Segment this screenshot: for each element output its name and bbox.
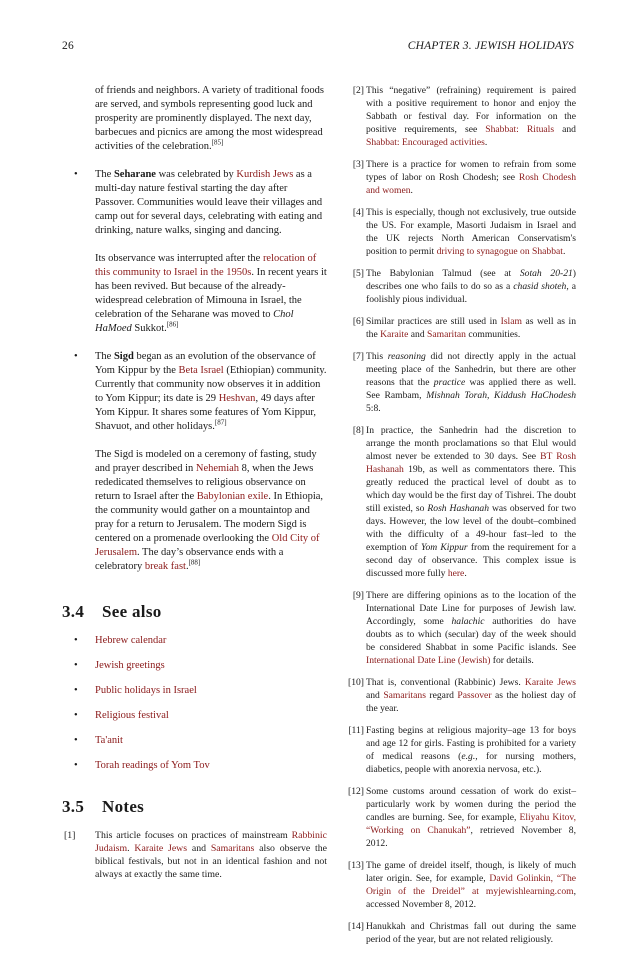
- link-karaite[interactable]: Karaite: [380, 329, 409, 340]
- italic-text: Sotah 20-21: [519, 268, 573, 279]
- text: ) describes one who fails to do so as a: [366, 268, 576, 292]
- list-item-seharane: [62, 168, 327, 238]
- text: as a multi-day nature festival starting the day after Passover. Communities would leave their villages and camp out for several days, celebrating with eating and drinking, nature walks, singing and dancing.: [95, 169, 323, 236]
- list-item: [62, 759, 327, 773]
- text: as well as in the: [366, 316, 576, 340]
- text: The: [95, 169, 114, 180]
- link-relocation[interactable]: relocation of this community to Israel in the 1950s: [95, 253, 317, 278]
- text: . In Ethiopia, the community would gather on a mountaintop and pray for a return to Jerusalem. The modern Sigd is centered on a promenade overlooking the: [95, 491, 324, 544]
- section-number: 3.5: [62, 797, 85, 816]
- note-number: [9]: [352, 590, 364, 601]
- chol-hamoed: Chol HaMoed: [95, 309, 294, 334]
- text: . The day’s observance ends with a celebratory: [95, 547, 284, 572]
- text: was observed for two days. However, the low level of the doubt–combined with the difficulty of a 49-hour fast–led to the exemption of: [366, 503, 577, 553]
- text: Sukkot.: [131, 323, 167, 334]
- note-number: [7]: [352, 351, 364, 362]
- text: There are differing opinions as to the location of the International Date Line for purposes of Jewish law. Accordingly, some: [366, 590, 576, 627]
- bullet-icon: •: [74, 710, 78, 721]
- text: also observe the biblical festivals, but not in an identical fashion and not always at exactly the same time.: [95, 843, 328, 880]
- link-kurdish-jews[interactable]: Kurdish Jews: [236, 169, 294, 180]
- link-bt-rosh-hashanah[interactable]: BT Rosh Hashanah: [366, 451, 576, 475]
- text: Its observance was interrupted after the: [95, 253, 263, 264]
- link-torah-readings[interactable]: Torah readings of Yom Tov: [95, 760, 210, 771]
- ref-87[interactable]: [87]: [214, 418, 227, 427]
- text: began as an evolution of the observance of Yom Kippur by the: [95, 351, 316, 376]
- link-hebrew-calendar[interactable]: Hebrew calendar: [95, 635, 167, 646]
- note-12: [336, 785, 576, 850]
- note-13: [336, 859, 576, 911]
- ref-88[interactable]: [88]: [188, 558, 201, 567]
- text: and: [366, 690, 384, 701]
- text: and: [187, 843, 211, 854]
- note-1: [62, 829, 327, 881]
- link-jewish-greetings[interactable]: Jewish greetings: [95, 660, 165, 671]
- text: did not directly apply in the actual meeting place of the Sanhedrin, but there are other reasons that the: [366, 351, 576, 388]
- note-2: [336, 84, 576, 149]
- section-title: Notes: [102, 797, 145, 816]
- text: for nursing mothers, diabetics, people with anorexia nervosa, etc.).: [366, 751, 576, 775]
- bullet-icon: •: [74, 660, 78, 671]
- list-item: [62, 709, 327, 723]
- text: Similar practices are still used in: [366, 316, 501, 327]
- text: authorities do have doubts as to which (secular) day of the week should be considered Shabbat in some Pacific islands. See: [366, 616, 576, 653]
- link-karaite-jews[interactable]: Karaite Jews: [524, 677, 576, 688]
- intro-paragraph: [95, 84, 327, 154]
- link-samaritans[interactable]: Samaritans: [210, 843, 255, 854]
- italic-text: Mishnah Torah, Kiddush HaChodesh: [426, 390, 577, 401]
- italic-text: reasoning: [387, 351, 426, 362]
- link-golinkin-dreidel[interactable]: David Golinkin, “The Origin of the Dreidel” at myjewishlearning.com: [366, 873, 576, 897]
- list-item-sigd: [62, 350, 327, 434]
- section-heading-notes: [62, 797, 327, 817]
- text: Some customs around cessation of work do exist–particularly work by women during the period the candles are burning. See, for example,: [366, 786, 576, 823]
- text: and: [408, 329, 428, 340]
- link-babylonian-exile[interactable]: Babylonian exile: [196, 491, 269, 502]
- chapter-header: CHAPTER 3. JEWISH HOLIDAYS: [407, 40, 574, 52]
- italic-text: e.g.,: [461, 751, 478, 762]
- text: Hanukkah and Christmas fall out during the same period of the year, but are not related religiously.: [366, 921, 576, 945]
- text: regard: [425, 690, 458, 701]
- text: was celebrated by: [155, 169, 237, 180]
- text: There is a practice for women to refrain from some types of labor on Rosh Chodesh; see: [366, 159, 576, 183]
- italic-text: halachic: [451, 616, 485, 627]
- note-5: [336, 267, 576, 306]
- note-number: [4]: [352, 207, 364, 218]
- text: communities.: [465, 329, 521, 340]
- note-number: [12]: [348, 786, 364, 797]
- note-11: [336, 724, 576, 776]
- note-number: [10]: [348, 677, 364, 688]
- note-8: [336, 424, 576, 580]
- text: as the holiest day of the year.: [366, 690, 576, 714]
- text: , a foolishly pious individual.: [366, 281, 576, 305]
- section-heading-see-also: [62, 602, 327, 622]
- text: Fasting begins at religious majority–age 13 for boys and age 12 for girls. Fasting is prohibited for a variety of medical reasons (: [366, 725, 576, 762]
- link-taanit[interactable]: Ta'anit: [95, 735, 123, 746]
- text: and: [554, 124, 576, 135]
- text: .: [484, 137, 488, 148]
- bullet-icon: •: [74, 635, 78, 646]
- link-religious-festival[interactable]: Religious festival: [95, 710, 169, 721]
- text: In practice, the Sanhedrin had the discretion to arrange the month proclamations so that Elul would almost never be extended to 30 days. See: [366, 425, 576, 462]
- link-driving-shabbat[interactable]: driving to synagogue on Shabbat: [436, 246, 563, 257]
- text: The game of dreidel itself, though, is likely of much later origin. See, for example,: [366, 860, 576, 884]
- list-item: [62, 734, 327, 748]
- link-karaite-jews[interactable]: Karaite Jews: [134, 843, 188, 854]
- link-shabbat-activities[interactable]: Shabbat: Encouraged activities: [366, 137, 485, 148]
- see-also-list: [62, 634, 327, 773]
- left-column: [62, 84, 327, 890]
- ref-86[interactable]: [86]: [166, 320, 179, 329]
- list-item: [62, 684, 327, 698]
- section-number: 3.4: [62, 602, 85, 621]
- seharane-paragraph-2: [95, 252, 327, 336]
- text: This article focuses on practices of mainstream: [95, 830, 292, 841]
- link-public-holidays[interactable]: Public holidays in Israel: [95, 685, 197, 696]
- italic-text: Rosh Hashanah: [427, 503, 490, 514]
- link-shabbat-rituals[interactable]: Shabbat: Rituals: [485, 124, 555, 135]
- text: The: [95, 351, 114, 362]
- link-beta-israel[interactable]: Beta Israel: [178, 365, 224, 376]
- link-samaritans[interactable]: Samaritans: [383, 690, 426, 701]
- text: , retrieved November 8, 2012.: [366, 825, 576, 849]
- text: .: [127, 843, 135, 854]
- text: .: [185, 561, 189, 572]
- text: .: [464, 568, 467, 579]
- link-kitov-chanukah[interactable]: Eliyahu Kitov, “Working on Chanukah”: [366, 812, 576, 836]
- right-column: [336, 84, 576, 955]
- link-rabbinic-judaism[interactable]: Rabbinic Judaism: [95, 830, 327, 854]
- intro-text: of friends and neighbors. A variety of traditional foods are served, and symbols representing good luck and prosperity are prominently displayed. The next day, barbecues and picnics are among the most widespread activities of the celebration.: [95, 85, 324, 152]
- text: , accessed November 8, 2012.: [366, 886, 576, 910]
- link-break-fast[interactable]: break fast: [144, 561, 186, 572]
- bullet-icon: •: [74, 685, 78, 696]
- note-number: [3]: [352, 159, 364, 170]
- bullet-icon: •: [74, 351, 78, 362]
- note-number: [2]: [352, 85, 364, 96]
- italic-text: practice: [433, 377, 466, 388]
- bullet-icon: •: [74, 760, 78, 771]
- note-6: [336, 315, 576, 341]
- note-number: [11]: [348, 725, 364, 736]
- link-passover[interactable]: Passover: [457, 690, 492, 701]
- link-heshvan[interactable]: Heshvan: [218, 393, 256, 404]
- bullet-icon: •: [74, 169, 78, 180]
- link-islam[interactable]: Islam: [500, 316, 522, 327]
- text: 5:8.: [366, 403, 381, 414]
- note-number: [5]: [352, 268, 364, 279]
- link-old-city[interactable]: Old City of Jerusalem: [95, 533, 320, 558]
- italic-text: chasid shoteh: [513, 281, 567, 292]
- note-7: [336, 350, 576, 415]
- text: This “negative” (refraining) requirement is paired with a positive requirement to honor and enjoy the Sabbath or festival day. For information on the positive requirements, see: [366, 85, 576, 135]
- note-4: [336, 206, 576, 258]
- text: was applied there as well. See Rambam,: [366, 377, 576, 401]
- note-3: [336, 158, 576, 197]
- text: 8, when the Jews rededicated themselves to religious observance on return to Israel after the: [95, 463, 314, 502]
- ref-85[interactable]: [85]: [211, 138, 224, 147]
- bullet-icon: •: [74, 735, 78, 746]
- italic-text: Yom Kippur: [420, 542, 468, 553]
- note-number: [8]: [352, 425, 364, 436]
- note-14: [336, 920, 576, 946]
- note-number: [1]: [64, 830, 76, 841]
- text: 19b, as well as commentators there. This greatly reduced the practical level of doubt as to which day would be the first day of Tishrei. The doubt still existed, so: [366, 464, 576, 514]
- text: This: [366, 351, 388, 362]
- text: for details.: [490, 655, 534, 666]
- seharane-term: Seharane: [113, 169, 156, 180]
- text: . In recent years it has been revived. But because of the already-widespread celebration of Mimouna in Israel, the celebration of the Seharane was moved to: [95, 267, 327, 320]
- note-number: [14]: [348, 921, 364, 932]
- link-here[interactable]: here: [447, 568, 465, 579]
- text: (Ethiopian) community. Currently that community now observes it in addition to Yom Kippur; its date is 29: [95, 365, 327, 404]
- link-samaritan[interactable]: Samaritan: [427, 329, 466, 340]
- text: .: [410, 185, 413, 196]
- text: That is, conventional (Rabbinic) Jews.: [366, 677, 525, 688]
- section-title: See also: [102, 602, 162, 621]
- sigd-term: Sigd: [113, 351, 134, 362]
- text: The Babylonian Talmud (see at: [366, 268, 520, 279]
- list-item: [62, 659, 327, 673]
- sigd-paragraph-2: [95, 448, 327, 574]
- text: , 49 days after Yom Kippur. It shares some features of Yom Kippur, Shavuot, and other holidays.: [95, 393, 317, 432]
- note-9: [336, 589, 576, 667]
- link-nehemiah[interactable]: Nehemiah: [195, 463, 240, 474]
- list-item: [62, 634, 327, 648]
- text: .: [562, 246, 566, 257]
- link-international-date-line[interactable]: International Date Line (Jewish): [366, 655, 491, 666]
- note-10: [336, 676, 576, 715]
- note-number: [6]: [352, 316, 364, 327]
- note-number: [13]: [348, 860, 364, 871]
- link-rosh-chodesh-women[interactable]: Rosh Chodesh and women: [366, 172, 576, 196]
- page-number: 26: [62, 40, 74, 52]
- text: The Sigd is modeled on a ceremony of fasting, study and prayer described in: [95, 449, 317, 474]
- text: This is especially, though not exclusively, true outside the US. For example, Masorti Judaism in Israel and the UK rejects North American Conservatism's position to permit: [366, 207, 576, 257]
- text: from the requirement for a second day of observance. This complex issue is discussed more fully: [366, 542, 576, 579]
